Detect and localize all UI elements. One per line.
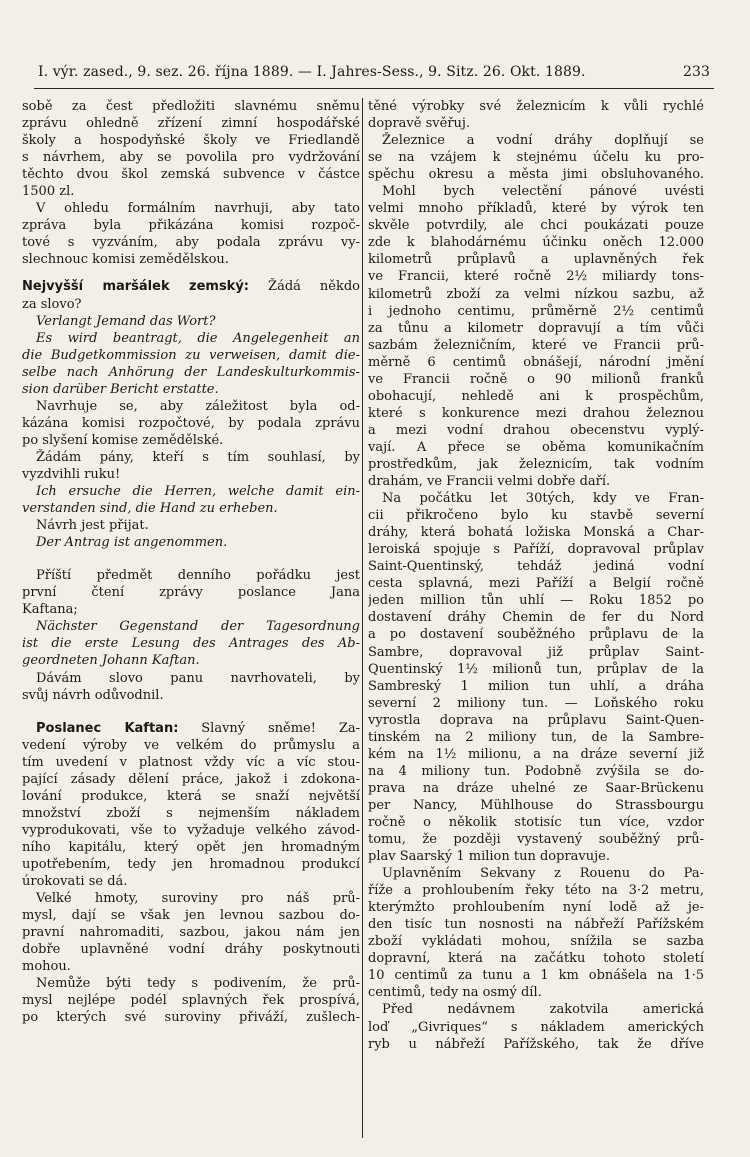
text-line: 1500 zl. [22, 184, 75, 200]
right-column [368, 98, 704, 1053]
text-line: V ohledu formálním navrhuji, aby tato [36, 201, 360, 217]
speaker-name: Nejvyšší maršálek zemský: [22, 279, 250, 295]
text-line: severní 2 miliony tun. — Loňského roku [368, 695, 704, 711]
text-line: tinském na 2 miliony tun, de la Sambre- [368, 729, 704, 745]
text-line: po kterých své suroviny přiváží, zušlech- [22, 1010, 360, 1026]
text-line: prava na dráze uhelné ze Saar-Brückenu [368, 780, 704, 796]
text-line: die Budgetkommission zu verweisen, damit die- [22, 347, 360, 363]
text-line: sion darüber Bericht erstatte. [22, 381, 219, 397]
text-line: Ich ersuche die Herren, welche damit ein- [36, 484, 360, 500]
text-line: cesta splavná, mezi Paříží a Belgií ročně [368, 576, 704, 592]
text-line: které s konkurence mezi drahou železnou [368, 405, 704, 421]
text-line: Kaftana; [22, 602, 78, 618]
text-line: verstanden sind, die Hand zu erheben. [22, 501, 278, 517]
text-line: Dávám slovo panu navrhovateli, by [36, 670, 360, 686]
paragraph-gap [22, 704, 360, 714]
text-line: ročně o několik stotisíc tun více, vzdor [368, 814, 704, 830]
text-line: zde k blahodárnému účinku oněch 12.000 [368, 235, 704, 251]
text-line: Nejvyšší maršálek zemský: Žádá někdo [22, 279, 360, 295]
text-line: mysl, dají se však jen levnou sazbou do- [22, 908, 360, 924]
text-line: upotřebením, tedy jen hromadnou produkcí [22, 856, 360, 872]
text-line: kázána komisi rozpočtové, by podala zprávu [22, 415, 360, 431]
text-line: ryb u nábřeží Pařížského, tak že dříve [368, 1036, 704, 1052]
text-line: těné výrobky své železnicím k vůli rychlé [368, 99, 704, 114]
text-line: Sambre, dopravoval již průplav Saint- [368, 644, 704, 660]
text-line: těchto dvou škol zemská subvence v částce [22, 167, 360, 183]
text-line: Navrhuje se, aby záležitost byla od- [36, 398, 360, 414]
text-line: tím uvedení v platnost vždy víc a víc stou- [22, 754, 360, 770]
text-line: s návrhem, aby se povolila pro vydržování [22, 150, 360, 166]
text-line: vedení výroby ve velkém do průmyslu a [22, 737, 360, 753]
text-line: svůj návrh odůvodnil. [22, 687, 164, 703]
text-line: Sambreský 1 milion tun uhlí, a dráha [368, 678, 704, 694]
text-line: slechnouc komisi zemědělskou. [22, 252, 229, 268]
text-line: dobře uplavněné vodní dráhy poskytnouti [22, 942, 360, 958]
text-line: 10 centimů za tunu a 1 km obnášela na 1·5 [368, 968, 704, 984]
text-line: Nemůže býti tedy s podivením, že prů- [36, 976, 360, 992]
left-column [22, 98, 360, 1026]
header-title: I. výr. zased., 9. sez. 26. října 1889. — I. Jahres-Sess., 9. Sitz. 26. Okt. 1889. [38, 64, 586, 80]
text-line: Es wird beantragt, die Angelegenheit an [36, 330, 360, 346]
column-divider [362, 98, 363, 1138]
paragraph-gap [22, 551, 360, 561]
text-line: per Nancy, Mühlhouse do Strassbourgu [368, 797, 704, 813]
text-line: dopravě svěřuj. [368, 116, 471, 132]
text-line: a mezi vodní drahou obecenstvu vyplý- [368, 422, 704, 438]
text-line: měrně 6 centimů obnášejí, národní jmění [368, 354, 704, 370]
text-line: sazbám železničním, které ve Francii prů- [368, 337, 704, 353]
text-line: a po dostavení souběžného průplavu de la [368, 627, 704, 643]
text-line: za tůnu a kilometr dopravují a tím vůči [368, 320, 704, 336]
text-line: zprávu ohledně zřízení zimní hospodářské [22, 116, 360, 132]
text-line: množství zboží s nejmenším nákladem [22, 805, 360, 821]
text-line: centimů, tedy na osmý díl. [368, 985, 542, 1001]
text-line: školy a hospodyňské školy ve Friedlandě [22, 133, 360, 149]
text-line: jeden million tůn uhlí — Roku 1852 po [368, 593, 704, 609]
text-line: Nächster Gegenstand der Tagesordnung [36, 619, 360, 635]
text-line: skvěle potvrdily, ale chci poukázati pouze [368, 218, 704, 234]
text-line: ve Francii ročně o 90 milionů franků [368, 371, 704, 387]
text-line: obohacují, nehledě ani k prospěchům, [368, 388, 704, 404]
text-line: Verlangt Jemand das Wort? [36, 313, 216, 329]
text-line: leroiská spojuje s Paříží, dopravoval průplav [368, 542, 704, 558]
text-line: ního kapitálu, který opět jen hromadným [22, 839, 360, 855]
text-line: vyzdvihli ruku! [22, 466, 121, 482]
text-line: Quentinský 1½ milionů tun, průplav de la [368, 661, 704, 677]
header-rule [34, 88, 714, 89]
text-line: říže a prohloubením řeky této na 3·2 metru, [368, 883, 704, 899]
text-line: kém na 1½ milionu, a na dráze severní již [368, 746, 704, 762]
text-line: zboží vykládati mohou, snížila se sazba [368, 934, 704, 950]
text-line: Příští předmět denního pořádku jest [36, 568, 360, 584]
text-line: mohou. [22, 959, 71, 975]
text-line: tomu, že později vystavený souběžný prů- [368, 832, 704, 848]
text-line: za slovo? [22, 296, 82, 312]
text-line: Uplavněním Sekvany z Rouenu do Pa- [382, 866, 704, 882]
speaker-name: Poslanec Kaftan: [36, 720, 179, 736]
text-line: loď „Givriques“ s nákladem amerických [368, 1019, 704, 1035]
text-line: Železnice a vodní dráhy doplňují se [382, 133, 704, 149]
text-line: Před nedávnem zakotvila americká [382, 1002, 704, 1018]
text-line: vají. A přece se oběma komunikačním [368, 439, 704, 455]
text-line: kilometrů zboží za velmi nízkou sazbu, až [368, 286, 704, 302]
text-line: tové s vyzváním, aby podala zprávu vy- [22, 235, 360, 251]
text-line: pající zásady dělení práce, jakož i zdokona- [22, 771, 360, 787]
text-line: Na počátku let 30tých, kdy ve Fran- [382, 491, 704, 507]
text-line: velmi mnoho příkladů, které by výrok ten [368, 201, 704, 217]
text-line: na 4 miliony tun. Podobně zvýšila se do- [368, 763, 704, 779]
text-line: vyprodukovati, vše to vyžaduje velkého závod- [22, 822, 360, 838]
text-line: dopravní, která na začátku tohoto století [368, 951, 704, 967]
text-line: plav Saarský 1 milion tun dopravuje. [368, 849, 610, 865]
text-line: dráhy, která bohatá ložiska Monská a Char- [368, 525, 704, 541]
text-line: vyrostla doprava na průplavu Saint-Quen- [368, 712, 704, 728]
text-line: geordneten Johann Kaftan. [22, 653, 200, 669]
text-line: se na vzájem k stejnému účelu ku pro- [368, 150, 704, 166]
text-line: sobě za čest předložiti slavnému sněmu [22, 99, 360, 114]
paragraph-gap [22, 268, 360, 278]
text-line: kterýmžto prohloubením nyní lodě až je- [368, 900, 704, 916]
text-line: Návrh jest přijat. [36, 518, 149, 534]
text-line: po slyšení komise zemědělské. [22, 432, 224, 448]
text-line: dostavení dráhy Chemin de fer du Nord [368, 610, 704, 626]
text-line: prostředkům, jak železnicím, tak vodním [368, 456, 704, 472]
text-line: spěchu okresu a města jimi obsluhovaného. [368, 167, 704, 183]
text-line: Mohl bych velectění pánové uvésti [382, 184, 704, 200]
text-line: den tisíc tun nosnosti na nábřeží Pařížském [368, 917, 704, 933]
text-line: zpráva byla přikázána komisi rozpoč- [22, 218, 360, 234]
page-number: 233 [682, 64, 710, 80]
text-line: ve Francii, které ročně 2½ miliardy tons- [368, 269, 704, 285]
text-line: Saint-Quentinský, tehdáž jediná vodní [368, 559, 704, 575]
text-line: mysl nejlépe podél splavných řek prospívá, [22, 993, 360, 1009]
text-line: i jednoho centimu, průměrně 2½ centimů [368, 303, 704, 319]
text-line: úrokovati se dá. [22, 874, 128, 890]
text-line: drahám, ve Francii velmi dobře daří. [368, 474, 611, 490]
text-line: lování produkce, která se snaží největší [22, 788, 360, 804]
text-line: Žádám pány, kteří s tím souhlasí, by [36, 449, 360, 465]
text-line: cii přikročeno bylo ku stavbě severní [368, 508, 704, 524]
text-line: Velké hmoty, suroviny pro náš prů- [36, 891, 360, 907]
text-line: kilometrů průplavů a uplavněných řek [368, 252, 704, 268]
running-header [38, 64, 710, 80]
text-line: Poslanec Kaftan: Slavný sněme! Za- [36, 720, 360, 736]
text-line: ist die erste Lesung des Antrages des Ab- [22, 636, 360, 652]
text-line: první čtení zprávy poslance Jana [22, 585, 360, 601]
text-line: Der Antrag ist angenommen. [36, 535, 228, 551]
text-line: pravní nahromaditi, sazbou, jakou nám jen [22, 925, 360, 941]
text-line: selbe nach Anhörung der Landeskulturkommis- [22, 364, 360, 380]
